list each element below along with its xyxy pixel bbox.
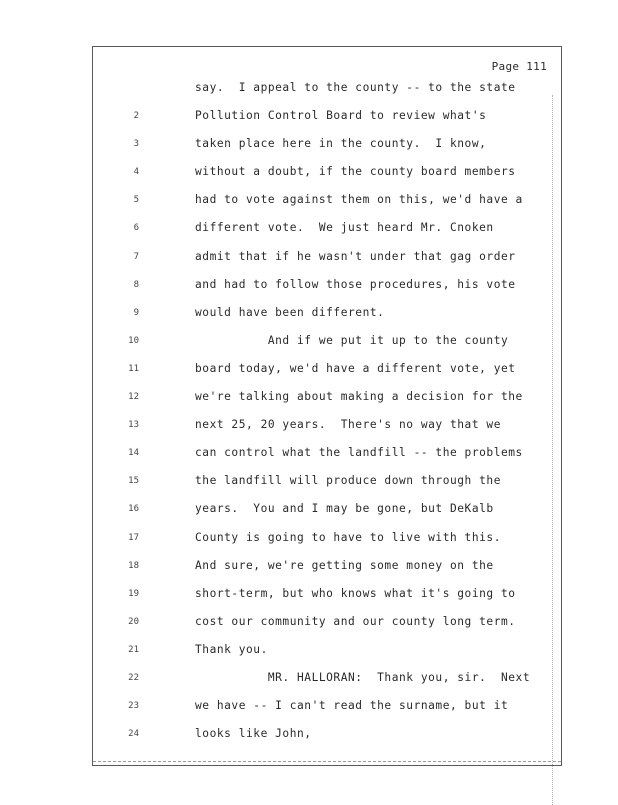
transcript-line [93,444,561,472]
line-number: 18 [128,560,139,571]
transcript-line [93,107,561,135]
line-number: 14 [128,448,139,459]
line-text: And sure, we're getting some money on the [195,558,494,572]
line-text: short-term, but who knows what it's going to [195,586,516,600]
line-number: 9 [133,307,139,318]
line-number: 7 [133,251,139,262]
line-number: 4 [133,167,139,178]
line-text: would have been different. [195,305,385,319]
transcript-line [93,416,561,444]
transcript-line [93,304,561,332]
line-text: County is going to have to live with this. [195,530,501,544]
line-text: next 25, 20 years. There's no way that we [195,418,501,432]
line-text: admit that if he wasn't under that gag order [195,249,516,263]
line-text: MR. HALLORAN: Thank you, sir. Next [195,670,531,684]
page-number: Page 111 [491,60,547,73]
line-text: the landfill will produce down through the [195,474,501,488]
line-number: 15 [128,476,139,487]
line-number: 17 [128,532,139,543]
line-number: 3 [133,139,139,150]
transcript-line [93,388,561,416]
line-number: 20 [128,616,139,627]
line-number: 13 [128,420,139,431]
line-number: 11 [128,363,139,374]
transcript-line [93,529,561,557]
line-text: board today, we'd have a different vote, yet [195,361,516,375]
line-number: 16 [128,504,139,515]
transcript-line [93,472,561,500]
transcript-line [93,697,561,725]
line-number: 10 [128,335,139,346]
line-text: looks like John, [195,727,312,741]
line-number: 2 [133,111,139,122]
line-number: 22 [128,672,139,683]
line-number: 5 [133,195,139,206]
line-number: 24 [128,729,139,740]
line-text: can control what the landfill -- the problems [195,446,523,460]
transcript-line [93,641,561,669]
line-number: 21 [128,644,139,655]
line-number: 6 [133,223,139,234]
line-text: cost our community and our county long term. [195,614,516,628]
transcript-line [93,360,561,388]
transcript-line [93,163,561,191]
line-number: 19 [128,588,139,599]
line-text: different vote. We just heard Mr. Cnoken [195,221,494,235]
line-text: And if we put it up to the county [195,333,509,347]
transcript-line [93,332,561,360]
transcript-line [93,135,561,163]
transcript-line [93,669,561,697]
line-text: without a doubt, if the county board members [195,165,516,179]
bottom-scan-rule [93,759,561,762]
transcript-line [93,725,561,753]
line-number: 23 [128,701,139,712]
transcript-line [93,613,561,641]
line-text: taken place here in the county. I know, [195,137,487,151]
line-text: Thank you. [195,642,268,656]
line-text: say. I appeal to the county -- to the state [195,81,516,94]
transcript-line [93,276,561,304]
transcript-page [92,46,562,766]
line-text: Pollution Control Board to review what's [195,109,487,123]
line-text: years. You and I may be gone, but DeKalb [195,502,494,516]
transcript-line [93,191,561,219]
line-text: we're talking about making a decision for the [195,390,523,404]
transcript-lines [93,79,561,753]
line-text: had to vote against them on this, we'd have a [195,193,523,207]
line-number: 8 [133,279,139,290]
transcript-line [93,248,561,276]
line-text: and had to follow those procedures, his vote [195,277,516,291]
transcript-line [93,219,561,247]
transcript-line [93,557,561,585]
transcript-line [93,79,561,107]
line-text: we have -- I can't read the surname, but it [195,699,509,713]
transcript-line [93,585,561,613]
transcript-line [93,500,561,528]
line-number: 12 [128,392,139,403]
